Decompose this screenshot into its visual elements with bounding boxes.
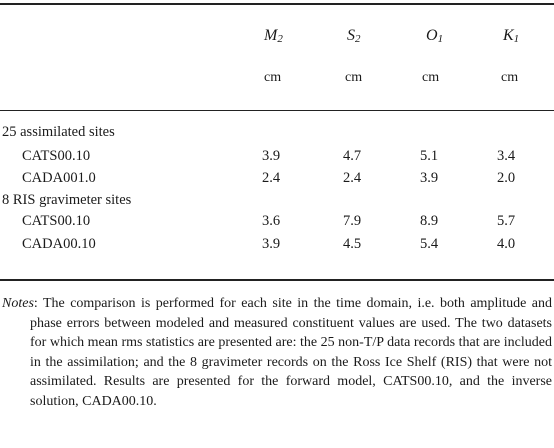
table-row [0, 170, 554, 192]
column-header-o1: $O_1$ [426, 27, 444, 45]
cell-k1: 2.0 [497, 170, 516, 186]
row-label: CATS00.10 [22, 213, 91, 229]
group-row [0, 124, 554, 146]
group-row [0, 192, 554, 214]
table-top-rule [0, 3, 554, 5]
cell-m2: 2.4 [262, 170, 281, 186]
notes-text: : The comparison is performed for each site in the time domain, i.e. both amplitude and phase errors between modeled and measured constituent values are used. The two datasets for which mean rms statistics are presented are: the 25 non-T/P data records that are included in the assimilation; and the 8 gravimeter records on the Ross Ice Shelf (RIS) that were not assimilated. Results are presented for the forward model, CATS00.10, and the inverse solution, CADA00.10. [30, 296, 552, 409]
row-label: CADA00.10 [22, 236, 96, 252]
cell-k1: 5.7 [497, 213, 516, 229]
column-unit-s2: cm [345, 70, 363, 85]
table-notes [2, 294, 552, 412]
cell-m2: 3.6 [262, 213, 281, 229]
cell-s2: 4.7 [343, 148, 362, 164]
notes-lead: Notes [2, 296, 34, 311]
group-label: 8 RIS gravimeter sites [2, 192, 132, 208]
column-unit-k1: cm [501, 70, 519, 85]
column-header-s2: $S_2$ [347, 27, 361, 45]
row-label: CADA001.0 [22, 170, 96, 186]
column-header-m2: $M_2$ [264, 27, 283, 45]
column-header-k1: $K_1$ [503, 27, 520, 45]
cell-o1: 3.9 [420, 170, 439, 186]
column-unit-m2: cm [264, 70, 282, 85]
cell-k1: 4.0 [497, 236, 516, 252]
group-label: 25 assimilated sites [2, 124, 115, 140]
cell-m2: 3.9 [262, 148, 281, 164]
table-bottom-rule [0, 279, 554, 281]
cell-k1: 3.4 [497, 148, 516, 164]
cell-s2: 2.4 [343, 170, 362, 186]
cell-o1: 8.9 [420, 213, 439, 229]
column-unit-o1: cm [422, 70, 440, 85]
cell-m2: 3.9 [262, 236, 281, 252]
row-label: CATS00.10 [22, 148, 91, 164]
cell-s2: 7.9 [343, 213, 362, 229]
table-row [0, 213, 554, 235]
cell-s2: 4.5 [343, 236, 362, 252]
table-row [0, 148, 554, 170]
cell-o1: 5.1 [420, 148, 439, 164]
table-header-rule [0, 110, 554, 111]
cell-o1: 5.4 [420, 236, 439, 252]
table-row [0, 236, 554, 258]
